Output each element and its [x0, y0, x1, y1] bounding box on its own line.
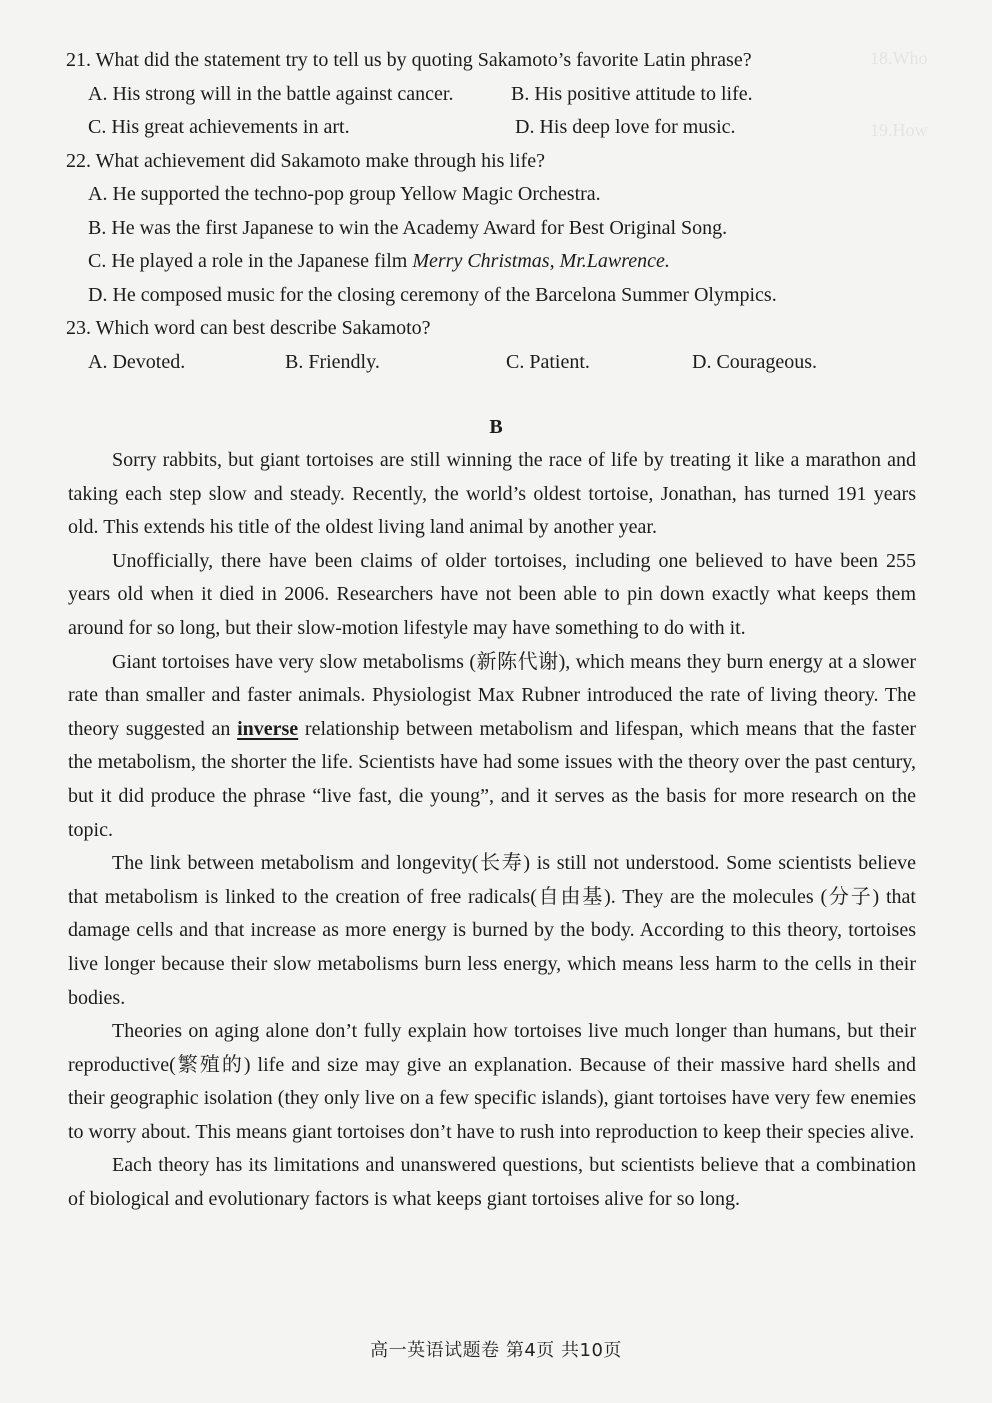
question-22: [66, 145, 926, 313]
page-footer: 高一英语试题卷 第4页 共10页: [370, 1340, 622, 1361]
option-row: [66, 346, 926, 380]
option-b: B. Friendly.: [285, 350, 380, 373]
option-a: A. Devoted.: [88, 350, 186, 373]
option-b: B. His positive attitude to life.: [511, 82, 753, 105]
paragraph-2: Unofficially, there have been claims of older tortoises, including one believed to have been 255 years old when it died in 2006. Researchers have not been able to pin down exactly what keeps them around for so long, but their slow-motion lifestyle may have something to do with it.: [68, 549, 916, 639]
option-c: [66, 245, 926, 279]
question-stem: 23. Which word can best describe Sakamoto?: [66, 317, 431, 339]
paragraph-3-part-2: relationship between metabolism and lifespan, which means that the faster the metabolism, the shorter the life. Scientists have had some issues with the theory over the past century, but it did produce the phrase “live fast, die young”, and it serves as the basis for more research on the topic.: [68, 717, 916, 841]
question-21: [66, 44, 926, 145]
option-b: B. He was the first Japanese to win the Academy Award for Best Original Song.: [88, 216, 728, 239]
option-c: C. His great achievements in art.: [88, 116, 350, 138]
option-d: D. His deep love for music.: [515, 116, 736, 138]
option-c-text: C. He played a role in the Japanese film: [88, 250, 413, 272]
bleed-through-text: 19.How: [870, 120, 928, 140]
reading-passage: [68, 444, 916, 1217]
paragraph-3-part-1: Giant tortoises have very slow metabolisms (新陈代谢), which means they burn energy at a slower rate than smaller and faster animals. Physiologist Max Rubner introduced the rate of living theory. The theory suggested an: [68, 650, 916, 740]
paragraph-5: Theories on aging alone don’t fully explain how tortoises live much longer than humans, but their reproductive(繁殖的) life and size may give an explanation. Because of their massive hard shells and their geographic isolation (they only live on a few specific islands), giant tortoises have very few enemies to worry about. This means giant tortoises don’t have to rush into reproduction to keep their species alive.: [68, 1020, 916, 1143]
paragraph-1: Sorry rabbits, but giant tortoises are still winning the race of life by treating it like a marathon and taking each step slow and steady. Recently, the world’s oldest tortoise, Jonathan, has turned 191 years old. This extends his title of the oldest living land animal by another year.: [68, 449, 916, 539]
option-a: A. He supported the techno-pop group Yellow Magic Orchestra.: [88, 183, 601, 205]
option-d: D. He composed music for the closing ceremony of the Barcelona Summer Olympics.: [88, 283, 777, 306]
option-a: A. His strong will in the battle against cancer.: [88, 82, 454, 105]
option-row: [66, 78, 926, 112]
option-c: C. Patient.: [506, 350, 590, 373]
section-label: B: [489, 416, 503, 438]
option-d: D. Courageous.: [692, 350, 817, 373]
option-row: [66, 111, 926, 145]
question-stem: 21. What did the statement try to tell us by quoting Sakamoto’s favorite Latin phrase?: [66, 49, 752, 71]
paragraph-6: Each theory has its limitations and unanswered questions, but scientists believe that a combination of biological and evolutionary factors is what keeps giant tortoises alive for so long.: [68, 1154, 916, 1211]
question-stem: 22. What achievement did Sakamoto make through his life?: [66, 149, 545, 172]
paragraph-4: The link between metabolism and longevity(长寿) is still not understood. Some scientists believe that metabolism is linked to the creation of free radicals(自由基). They are the molecules (分子) that damage cells and that increase as more energy is burned by the body. According to this theory, tortoises live longer because their slow metabolisms burn less energy, which means less harm to the cells in their bodies.: [68, 852, 916, 1009]
paragraph-3: [68, 646, 916, 848]
question-block: [66, 44, 926, 379]
question-23: [66, 312, 926, 379]
film-title: Merry Christmas, Mr.Lawrence.: [412, 250, 670, 272]
bleed-through-text: 18.Who: [870, 48, 928, 68]
underlined-keyword: inverse: [237, 717, 299, 740]
